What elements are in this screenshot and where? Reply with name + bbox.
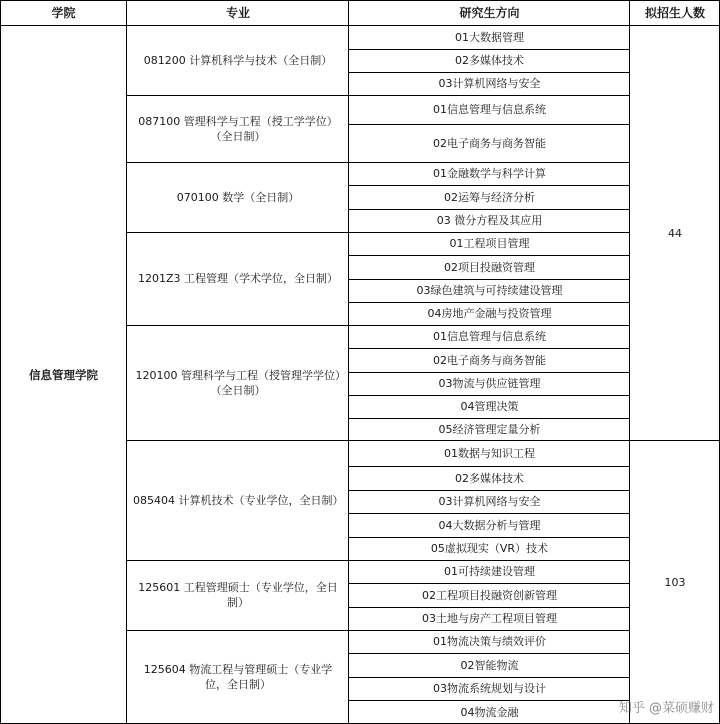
- direction-cell: 04房地产金融与投资管理: [427, 307, 552, 320]
- grid-line: [348, 0, 349, 724]
- direction-cell: 04管理决策: [460, 400, 519, 413]
- header-college: 学院: [51, 5, 76, 20]
- direction-cell: 01信息管理与信息系统: [433, 103, 546, 116]
- grid-line: [0, 0, 720, 1]
- direction-cell: 02项目投融资管理: [444, 260, 535, 274]
- quota-professional: 103: [664, 575, 686, 589]
- grid-line: [348, 185, 630, 186]
- direction-cell: 05经济管理定量分析: [438, 422, 541, 436]
- direction-cell: 02多媒体技术: [455, 54, 524, 67]
- grid-line: [126, 560, 630, 561]
- grid-line: [348, 490, 630, 491]
- direction-cell: 01物流决策与绩效评价: [433, 635, 546, 648]
- direction-cell: 02智能物流: [460, 658, 519, 672]
- grid-line: [348, 653, 630, 654]
- direction-cell: 02电子商务与商务智能: [433, 353, 546, 367]
- grid-line: [348, 418, 630, 419]
- grid-line: [126, 325, 630, 326]
- quota-academic: 44: [668, 226, 682, 240]
- grid-line: [348, 700, 630, 701]
- grid-line: [348, 607, 630, 608]
- grid-line: [348, 583, 630, 584]
- grid-line: [126, 440, 720, 441]
- grid-line: [348, 72, 630, 73]
- grid-line: [126, 630, 630, 631]
- grid-line: [348, 302, 630, 303]
- direction-cell: 01可持续建设管理: [444, 565, 535, 578]
- major-070100: 070100 数学（全日制）: [176, 190, 300, 204]
- direction-cell: 01大数据管理: [455, 31, 524, 44]
- major-125601: 125601 工程管理硕士（专业学位，全日制）: [138, 581, 338, 609]
- major-081200: 081200 计算机科学与技术（全日制）: [143, 54, 333, 67]
- direction-cell: 03物流系统规划与设计: [433, 682, 546, 695]
- major-125604: 125604 物流工程与管理硕士（专业学位，全日制）: [143, 663, 333, 691]
- direction-cell: 04物流金融: [460, 705, 519, 719]
- grid-line: [348, 124, 630, 125]
- grid-line: [348, 513, 630, 514]
- direction-cell: 02运筹与经济分析: [444, 190, 535, 204]
- direction-cell: 02电子商务与商务智能: [433, 136, 546, 150]
- grid-line: [348, 372, 630, 373]
- grid-line: [126, 95, 630, 96]
- grid-line: [126, 0, 127, 724]
- direction-cell: 03物流与供应链管理: [438, 377, 541, 390]
- grid-line: [348, 395, 630, 396]
- grid-line: [0, 25, 720, 26]
- grid-line: [348, 466, 630, 467]
- direction-cell: 01信息管理与信息系统: [433, 330, 546, 343]
- direction-cell: 01金融数学与科学计算: [433, 167, 546, 180]
- direction-cell: 03计算机网络与安全: [438, 77, 541, 90]
- direction-cell: 03土地与房产工程项目管理: [422, 612, 557, 625]
- grid-line: [126, 162, 630, 163]
- major-1201Z3: 1201Z3 工程管理（学术学位，全日制）: [137, 272, 339, 285]
- grid-line: [348, 255, 630, 256]
- direction-cell: 01工程项目管理: [449, 237, 530, 250]
- direction-cell: 05虚拟现实（VR）技术: [430, 542, 549, 555]
- direction-cell: 01数据与知识工程: [444, 446, 535, 460]
- grid-line: [348, 279, 630, 280]
- major-120100: 120100 管理科学与工程（授管理学学位）（全日制）: [135, 368, 341, 397]
- grid-line: [348, 49, 630, 50]
- direction-cell: 04大数据分析与管理: [438, 518, 541, 532]
- grid-line: [126, 232, 630, 233]
- direction-cell: 03绿色建筑与可持续建设管理: [416, 284, 563, 297]
- grid-line: [348, 209, 630, 210]
- header-quota: 拟招生人数: [644, 5, 705, 20]
- grid-line: [348, 348, 630, 349]
- grid-line: [629, 0, 630, 724]
- grid-line: [348, 537, 630, 538]
- header-direction: 研究生方向: [459, 5, 520, 20]
- major-087100: 087100 管理科学与工程（授工学学位）（全日制）: [138, 114, 338, 143]
- direction-cell: 03计算机网络与安全: [438, 495, 541, 508]
- college-name: 信息管理学院: [29, 367, 98, 382]
- grid-line: [0, 0, 1, 724]
- direction-cell: 03 微分方程及其应用: [436, 214, 543, 227]
- direction-cell: 02多媒体技术: [455, 471, 524, 485]
- grid-line: [348, 677, 630, 678]
- direction-cell: 02工程项目投融资创新管理: [422, 588, 557, 602]
- header-major: 专业: [225, 5, 250, 20]
- major-085404: 085404 计算机技术（专业学位，全日制）: [133, 493, 344, 507]
- watermark: 知乎 @菜硕赚财: [618, 701, 714, 716]
